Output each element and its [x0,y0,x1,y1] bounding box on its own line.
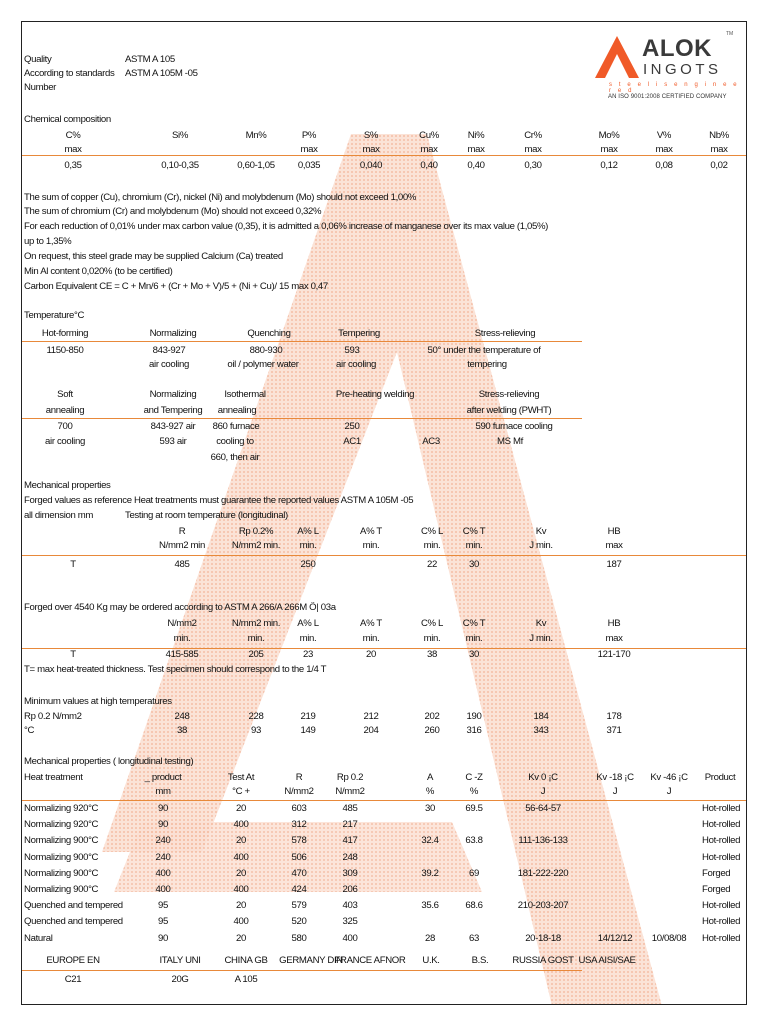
chem-header: Cr% [524,130,542,141]
mech-unit: J min. [529,633,553,644]
logo-name: ALOK [642,35,712,62]
row-label: Rp 0.2 N/mm2 [24,711,82,722]
hightemp-value: 260 [424,725,440,736]
hightemp-value: 202 [424,711,440,722]
chem-value: 0,10-0,35 [161,160,199,171]
hightemp-value: 178 [606,711,622,722]
temp-value: 590 furnace cooling [475,421,553,432]
temp-header: annealing [45,405,85,416]
mech-unit: J [540,786,546,797]
chem-header: Mo% [598,130,620,141]
mech-value: Forged [702,884,731,895]
mech-value: Hot-rolled [702,819,741,830]
quality-label: Quality [24,54,52,65]
row-label: Normalizing 900°C [24,835,99,846]
hightemp-value: 93 [251,725,261,736]
mech-value: 30 [469,559,479,570]
temp-value: 843-927 [152,345,186,356]
mech-value: 240 [155,835,171,846]
temp-header: annealing [217,405,257,416]
temp-header: and Tempering [143,405,203,416]
mech-value: 217 [342,819,358,830]
mech-unit: J [666,786,672,797]
mech-value: Hot-rolled [702,852,741,863]
mech-unit: min. [423,633,441,644]
mech-value: 20 [236,835,246,846]
mech-value: 240 [155,852,171,863]
hightemp-value: 212 [363,711,379,722]
mech-unit: min. [362,633,380,644]
mech-value: 20 [236,803,246,814]
datasheet [21,21,747,1005]
mech-value: 312 [291,819,307,830]
chem-unit: max [362,144,380,155]
row-label: T [70,559,76,570]
mech-header: R [178,526,186,537]
mech-unit: N/mm2 min [159,540,205,551]
equiv-header: USA AISI/SAE [578,955,636,966]
chem-unit: max [655,144,673,155]
mech-value: Forged [702,868,731,879]
chem-unit: max [600,144,618,155]
divider-line [22,155,747,156]
mech-unit: % [425,786,435,797]
mech-value: 309 [342,868,358,879]
mech-value: 39.2 [421,868,439,879]
temp-header: after welding (PWHT) [466,405,552,416]
chem-unit: max [420,144,438,155]
mech-header: R [295,772,303,783]
chem-value: 0,040 [359,160,383,171]
testing-label: Testing at room temperature (longitudinal) [125,510,288,521]
equiv-value: C21 [64,974,82,985]
mech-value: 181-222-220 [517,868,569,879]
mech-value: 187 [606,559,622,570]
equiv-header: B.S. [471,955,489,966]
mech-header: HB [607,526,621,537]
row-label: Natural [24,933,53,944]
temp-value: 700 [57,421,73,432]
divider-line [22,341,582,342]
mech-header: Kv -46 ¡C [650,772,688,783]
chem-header: Nb% [709,130,729,141]
hightemp-value: 371 [606,725,622,736]
logo-sub: INGOTS [643,61,722,78]
temp-value: cooling to [216,436,254,447]
mech-value: 38 [427,649,437,660]
dimension-label: all dimension mm [24,510,94,521]
row-label: Normalizing 900°C [24,852,99,863]
chem-value: 0,60-1,05 [237,160,275,171]
mech-value: 90 [158,803,168,814]
mech-value: 400 [155,884,171,895]
chem-header: Mn% [245,130,267,141]
mech-value: 485 [174,559,190,570]
mech-header: A% L [297,526,319,537]
hightemp-value: 316 [466,725,482,736]
mech-value: 20 [236,900,246,911]
mech-value: 206 [342,884,358,895]
certification-text: AN ISO 9001:2008 CERTIFIED COMPANY [608,94,727,100]
divider-line [22,800,747,801]
mech-unit: min. [465,540,483,551]
temp-value: MS Mf [497,436,523,447]
trademark-mark: TM [726,31,734,37]
equiv-header: FRANCE AFNOR [334,955,406,966]
note-text: T= max heat-treated thickness. Test specimen should correspond to the 1/4 T [24,664,327,675]
mech-value: 400 [342,933,358,944]
chem-value: 0,35 [64,160,82,171]
mech-value: 90 [158,933,168,944]
mech-header: A% T [360,526,382,537]
equiv-value: 20G [171,974,189,985]
chem-value: 0,12 [600,160,618,171]
triangle-logo-icon [595,34,643,82]
mech-value: 69 [469,868,479,879]
hightemp-value: 190 [466,711,482,722]
mech-value: 22 [427,559,437,570]
row-label: Normalizing 900°C [24,868,99,879]
chem-header: S% [363,130,379,141]
mech-value: 415-585 [165,649,199,660]
temp-header: Normalizing [149,328,197,339]
mech-unit: max [605,633,623,644]
mech-value: 400 [233,852,249,863]
note-text: Min Al content 0,020% (to be certified) [24,266,173,277]
number-label: Number [24,82,57,93]
mech-unit: min. [299,633,317,644]
mech-value: 90 [158,819,168,830]
mech-value: 485 [342,803,358,814]
standards-label: According to standards [24,68,115,79]
mech-value: 14/12/12 [597,933,633,944]
mech-value: 20 [366,649,376,660]
company-logo [595,30,743,110]
mech-unit: % [469,786,479,797]
hightemp-value: 204 [363,725,379,736]
temp-value: 50° under the temperature of [427,345,541,356]
temp-header: Pre-heating welding [335,389,415,400]
mech-unit: °C + [232,786,250,797]
chem-value: 0,08 [655,160,673,171]
mech-value: 603 [291,803,307,814]
mech-header: Kv [535,526,547,537]
mech-value: 10/08/08 [651,933,687,944]
chem-header: P% [301,130,317,141]
temp-value: AC3 [422,436,440,447]
chem-unit: max [710,144,728,155]
mech-value: 210-203-207 [517,900,569,911]
hightemp-value: 38 [177,725,187,736]
mech-header: Rp 0.2 [336,772,364,783]
note-text: On request, this steel grade may be supplied Calcium (Ca) treated [24,251,283,262]
equiv-header: EUROPE EN [46,955,100,966]
temp-value: air cooling [336,359,376,370]
divider-line [22,418,582,419]
mech-value: 520 [291,916,307,927]
mech-unit: min. [247,633,265,644]
note-text: Carbon Equivalent CE = C + Mn/6 + (Cr + Mo + V)/5 + (Ni + Cu)/ 15 max 0,47 [24,281,328,292]
mech-value: 579 [291,900,307,911]
equiv-header: U.K. [422,955,440,966]
mech-value: 30 [425,803,435,814]
row-label: Quenched and tempered [24,916,123,927]
mech-value: 63 [469,933,479,944]
mech-value: 20-18-18 [525,933,561,944]
mech-header: A% L [297,618,319,629]
mech-unit: mm [155,786,171,797]
mech-header: Heat treatment [24,772,83,783]
chem-header: Si% [171,130,189,141]
mech-value: 417 [342,835,358,846]
mech-value: 69.5 [465,803,483,814]
temp-header: Stress-relieving [478,389,540,400]
mech-value: 20 [236,933,246,944]
chem-unit: max [467,144,485,155]
mech-unit: min. [423,540,441,551]
mech-value: 400 [155,868,171,879]
mech-header: C% L [420,526,444,537]
standards-value: ASTM A 105M -05 [125,68,198,79]
chem-value: 0,40 [420,160,438,171]
equiv-value: A 105 [234,974,258,985]
mech-unit: N/mm2 min. [231,540,281,551]
mech-header: A [426,772,434,783]
note-text: Forged over 4540 Kg may be ordered according to ASTM A 266/A 266M Ö| 03a [24,602,336,613]
mech-unit: min. [362,540,380,551]
mech-value: 111-136-133 [518,835,568,846]
hightemp-value: 228 [248,711,264,722]
temp-header: Stress-relieving [474,328,536,339]
hightemp-value: 219 [300,711,316,722]
temp-value: air cooling [45,436,85,447]
chem-unit: max [524,144,542,155]
chem-header: Ni% [467,130,485,141]
chem-header: V% [656,130,672,141]
mech-value: 506 [291,852,307,863]
divider-line [22,648,747,649]
mech-value: 20 [236,868,246,879]
chem-value: 0,035 [297,160,321,171]
chem-value: 0,02 [710,160,728,171]
mech-header: N/mm2 [167,618,197,629]
mech-unit: min. [173,633,191,644]
temp-value: 860 furnace [212,421,260,432]
logo-tagline: s t e e l i s e n g i n e e r e d [609,82,740,94]
mech-unit: min. [299,540,317,551]
temp-value: AC1 [343,436,361,447]
mech-header: Kv [535,618,547,629]
mech-unit: J min. [529,540,553,551]
mech-value: 95 [158,916,168,927]
mech-value: 400 [233,884,249,895]
mech-value: 23 [303,649,313,660]
note-text: The sum of copper (Cu), chromium (Cr), nickel (Ni) and molybdenum (Mo) should not exceed 1,00% [24,192,417,203]
mech-value: 56-64-57 [525,803,561,814]
hightemp-value: 248 [174,711,190,722]
chem-unit: max [300,144,318,155]
temp-value: 1150-850 [46,345,84,356]
row-label: Quenched and tempered [24,900,123,911]
mech-value: 205 [248,649,264,660]
hightemp-value: 184 [533,711,549,722]
mech-value: 470 [291,868,307,879]
mech-header: A% T [360,618,382,629]
temp-header: Quenching [247,328,291,339]
mech-value: Hot-rolled [702,933,741,944]
temp-value: oil / polymer water [227,359,299,370]
chem-value: 0,40 [467,160,485,171]
mech-header: C% T [462,526,486,537]
equiv-header: GERMANY DIN [279,955,343,966]
mech-header: C -Z [465,772,483,783]
temp-value: 593 [344,345,360,356]
equiv-header: ITALY UNI [159,955,201,966]
note-text: Forged values as reference Heat treatments must guarantee the reported values ASTM A 105M -05 [24,495,414,506]
section-title: Mechanical properties [24,480,111,491]
chem-header: C% [65,130,81,141]
temp-header: Normalizing [149,389,197,400]
mech-header: _ product [144,772,182,783]
hightemp-value: 149 [300,725,316,736]
section-title: Minimum values at high temperatures [24,696,172,707]
divider-line [22,970,582,971]
mech-value: 32.4 [421,835,439,846]
mech-value: 250 [300,559,316,570]
temp-header: Tempering [338,328,380,339]
temp-header: Hot-forming [41,328,89,339]
temp-value: 593 air [159,436,187,447]
mech-value: 400 [233,819,249,830]
temp-value: air cooling [149,359,189,370]
mech-header: Product [704,772,736,783]
temp-value: 250 [344,421,360,432]
mech-header: C% L [420,618,444,629]
chem-value: 0,30 [524,160,542,171]
temp-header: Isothermal [224,389,266,400]
section-title: Chemical composition [24,114,111,125]
divider-line [22,555,747,556]
mech-header: Rp 0.2% [238,526,274,537]
mech-value: 30 [469,649,479,660]
quality-value: ASTM A 105 [125,54,175,65]
mech-header: Kv -18 ¡C [596,772,634,783]
mech-value: Hot-rolled [702,835,741,846]
temp-value: 843-927 air [150,421,196,432]
mech-value: 403 [342,900,358,911]
mech-value: 400 [233,916,249,927]
row-label: Normalizing 900°C [24,884,99,895]
mech-header: N/mm2 min. [231,618,281,629]
mech-value: 424 [291,884,307,895]
temp-header: Soft [57,389,73,400]
chem-header: Cu% [419,130,439,141]
hightemp-value: 343 [533,725,549,736]
mech-header: Kv 0 ¡C [528,772,558,783]
note-text: The sum of chromium (Cr) and molybdenum (Mo) should not exceed 0,32% [24,206,322,217]
mech-value: Hot-rolled [702,900,741,911]
mech-unit: J [612,786,618,797]
section-title: Temperature°C [24,310,85,321]
row-label: Normalizing 920°C [24,803,99,814]
mech-value: 95 [158,900,168,911]
mech-unit: min. [465,633,483,644]
mech-value: Hot-rolled [702,803,741,814]
temp-value: 660, then air [210,452,260,463]
mech-value: 68.6 [465,900,483,911]
mech-value: 63.8 [465,835,483,846]
mech-header: HB [607,618,621,629]
mech-header: Test At [227,772,255,783]
row-label: T [70,649,76,660]
row-label: °C [24,725,35,736]
mech-value: Hot-rolled [702,916,741,927]
note-text: For each reduction of 0,01% under max carbon value (0,35), it is admitted a 0,06% increase of manganese over its max value (1,05%) [24,221,549,232]
mech-value: 325 [342,916,358,927]
chem-unit: max [64,144,82,155]
mech-header: C% T [462,618,486,629]
section-title: Mechanical properties ( longitudinal testing) [24,756,194,767]
equiv-header: RUSSIA GOST [512,955,574,966]
row-label: Normalizing 920°C [24,819,99,830]
mech-unit: max [605,540,623,551]
mech-value: 121-170 [597,649,631,660]
note-text: up to 1,35% [24,236,72,247]
mech-value: 580 [291,933,307,944]
temp-value: 880-930 [249,345,283,356]
mech-value: 28 [425,933,435,944]
mech-value: 578 [291,835,307,846]
temp-value: tempering [467,359,507,370]
mech-unit: N/mm2 [335,786,365,797]
mech-value: 35.6 [421,900,439,911]
equiv-header: CHINA GB [224,955,268,966]
mech-unit: N/mm2 [284,786,314,797]
mech-value: 248 [342,852,358,863]
